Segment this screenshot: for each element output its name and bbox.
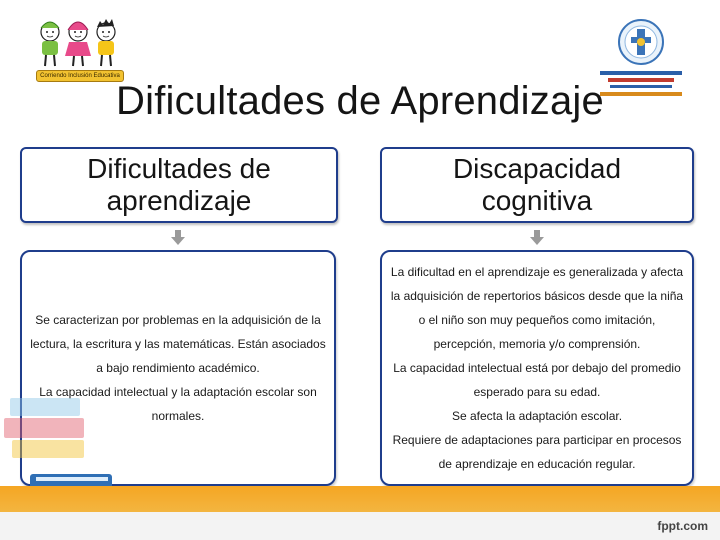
- slide-title: Dificultades de Aprendizaje: [116, 79, 604, 123]
- heading-box-learning-difficulties: [20, 147, 338, 223]
- down-arrow-icon: [529, 230, 545, 246]
- description-paragraph: La dificultad en el aprendizaje es generalizada y afecta la adquisición de repertorios básicos desde que la niña o el niño son muy pequeños como imitación, percepción, memoria y/o comprensión.: [390, 265, 684, 351]
- footer-band: [0, 486, 720, 512]
- logo-caption: Corriendo Inclusión Educativa: [36, 70, 124, 82]
- heading-box-cognitive-disability: [380, 147, 694, 223]
- inclusion-logo: [30, 18, 126, 80]
- down-arrow-icon: [170, 230, 186, 246]
- description-paragraph: Se caracterizan por problemas en la adquisición de la lectura, la escritura y las matemáticas. Están asociados a bajo rendimiento académico.: [30, 313, 326, 375]
- heading-learning-difficulties: Dificultades de aprendizaje: [87, 153, 271, 216]
- description-box-cognitive-disability: [380, 250, 694, 486]
- description-paragraph: La capacidad intelectual y la adaptación escolar son normales.: [39, 385, 317, 423]
- heading-cognitive-disability: Discapacidad cognitiva: [452, 153, 622, 216]
- brand-watermark: fppt.com: [657, 519, 708, 533]
- description-paragraph: Se afecta la adaptación escolar.: [451, 409, 623, 423]
- children-figures-icon: [30, 18, 126, 72]
- description-paragraph: Requiere de adaptaciones para participar en procesos de aprendizaje en educación regular.: [392, 433, 682, 471]
- description-paragraph: La capacidad intelectual está por debajo del promedio esperado para su edad.: [393, 361, 681, 399]
- footer-strip: [0, 512, 720, 540]
